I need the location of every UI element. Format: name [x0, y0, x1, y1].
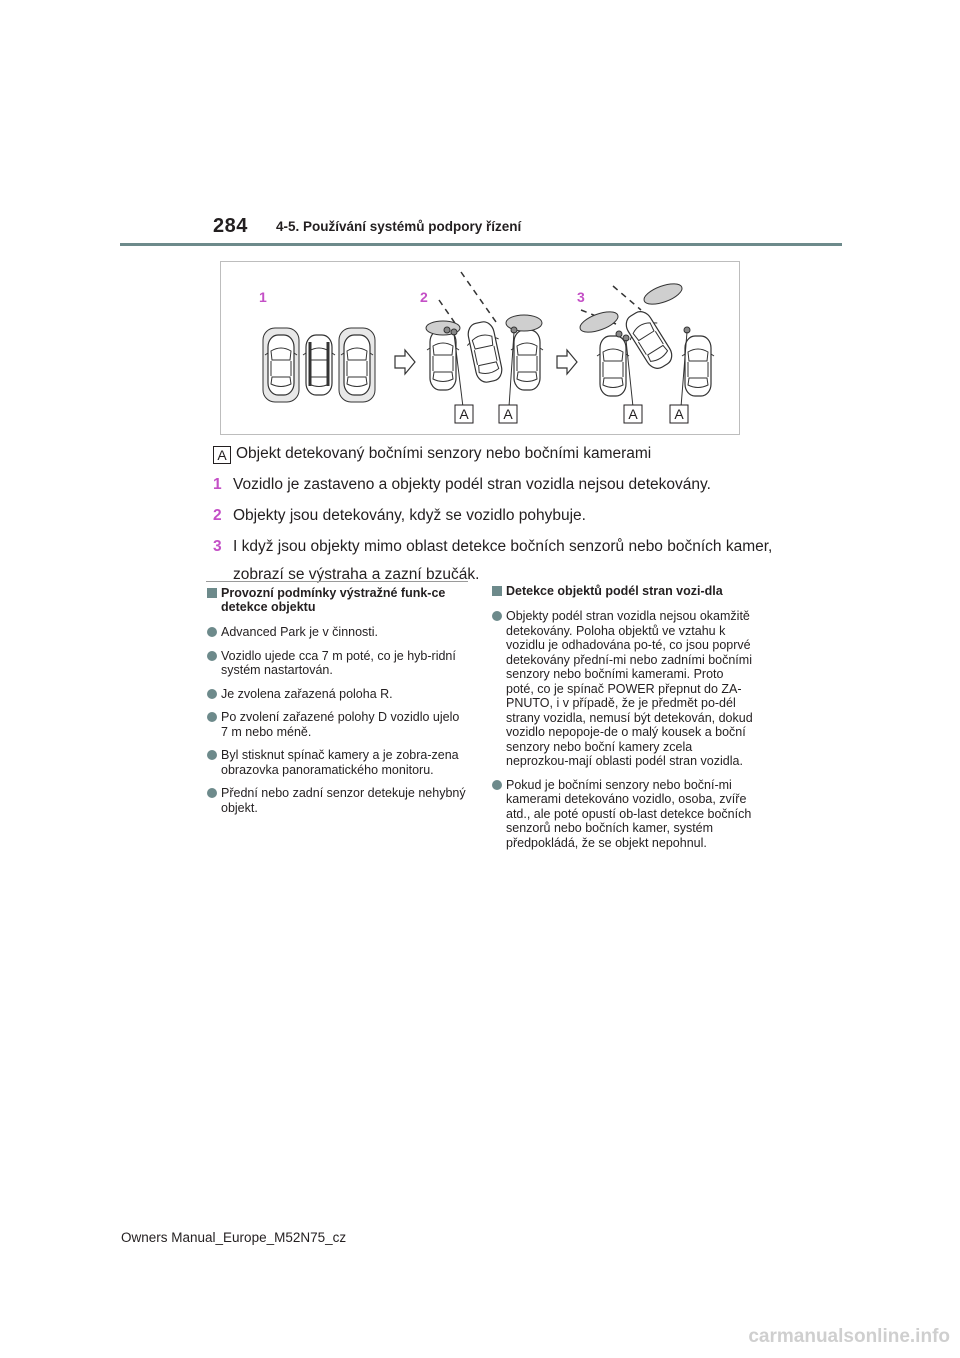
step-text: Vozidlo je zastaveno a objekty podél stran vozidla nejsou detekovány.	[233, 476, 711, 493]
step-item	[213, 502, 773, 530]
step-label-1: 1	[259, 289, 267, 305]
right-column	[491, 584, 753, 859]
list-item: Je zvolena zařazená poloha R.	[206, 687, 468, 702]
square-bullet-icon	[207, 588, 217, 598]
step-number: 2	[213, 507, 222, 524]
object-badge-a-2	[499, 405, 517, 423]
list-item: Po zvolení zařazené polohy D vozidlo ujelo 7 m nebo méně.	[206, 710, 468, 739]
panel-3-warning	[577, 280, 714, 407]
legend-badge: A	[213, 446, 231, 464]
section-title: 4-5. Používání systémů podpory řízení	[276, 219, 522, 234]
list-item: Advanced Park je v činnosti.	[206, 625, 468, 640]
header-divider	[120, 243, 842, 246]
step-label-3: 3	[577, 289, 585, 305]
list-item: Pokud je bočními senzory nebo boční-mi kamerami detekováno vozidlo, osoba, zvíře atd., ale poté opustí ob-last detekce bočních senzorů nebo bočních kamer, systém předpokládá, že se objekt nepohnul.	[491, 778, 753, 851]
svg-text:A: A	[459, 406, 469, 422]
page-number: 284	[213, 215, 248, 237]
legend-text: Objekt detekovaný bočními senzory nebo bočními kamerami	[236, 445, 652, 462]
figure-legend	[213, 444, 651, 464]
panel-2-detecting	[426, 272, 543, 407]
round-bullet-icon	[207, 689, 217, 699]
step-number: 3	[213, 538, 222, 555]
round-bullet-icon	[207, 750, 217, 760]
step-list	[213, 471, 773, 592]
round-bullet-icon	[492, 780, 502, 790]
object-badge-a-4	[670, 405, 688, 423]
round-bullet-icon	[207, 712, 217, 722]
list-item: Objekty podél stran vozidla nejsou okamžitě detekovány. Poloha objektů ve vztahu k vozidlu je odhadována po-té, co jsou poprvé detekovány přední-mi nebo zadními bočními senzory nebo bočními kamerami. Proto poté, co je spínač POWER přepnut do ZA-PNUTO, i v případě, že je předmět po-dél strany vozidla, nemusí být detekován, dokud vozidlo nepopoje-de o malý kousek a boční senzory nebo boční kamery zcela neprozkou-mají oblasti podél stran vozidla.	[491, 609, 753, 769]
footer-document-id: Owners Manual_Europe_M52N75_cz	[121, 1230, 347, 1245]
step-text: Objekty jsou detekovány, když se vozidlo pohybuje.	[233, 507, 586, 524]
round-bullet-icon	[207, 627, 217, 637]
list-item: Vozidlo ujede cca 7 m poté, co je hyb-ridní systém nastartován.	[206, 649, 468, 678]
round-bullet-icon	[207, 788, 217, 798]
step-number: 1	[213, 476, 222, 493]
svg-text:A: A	[628, 406, 638, 422]
step-label-2: 2	[420, 289, 428, 305]
left-column	[206, 581, 468, 824]
watermark: carmanualsonline.info	[748, 1326, 950, 1347]
step-text: I když jsou objekty mimo oblast detekce bočních senzorů nebo bočních kamer, zobrazí se výstraha a zazní bzučák.	[233, 538, 773, 583]
step-item	[213, 471, 773, 499]
round-bullet-icon	[492, 611, 502, 621]
list-item: Byl stisknut spínač kamery a je zobra-zena obrazovka panoramatického monitoru.	[206, 748, 468, 777]
square-bullet-icon	[492, 586, 502, 596]
object-badge-a-1	[455, 405, 473, 423]
list-item: Přední nebo zadní senzor detekuje nehybný objekt.	[206, 786, 468, 815]
section-heading: Detekce objektů podél stran vozi-dla	[491, 584, 753, 598]
object-badge-a-3	[624, 405, 642, 423]
svg-text:A: A	[674, 406, 684, 422]
section-heading: Provozní podmínky výstražné funk-ce detekce objektu	[206, 586, 468, 614]
svg-text:A: A	[503, 406, 513, 422]
parking-detection-illustration	[220, 261, 740, 435]
round-bullet-icon	[207, 651, 217, 661]
panel-1-stationary	[263, 328, 375, 402]
